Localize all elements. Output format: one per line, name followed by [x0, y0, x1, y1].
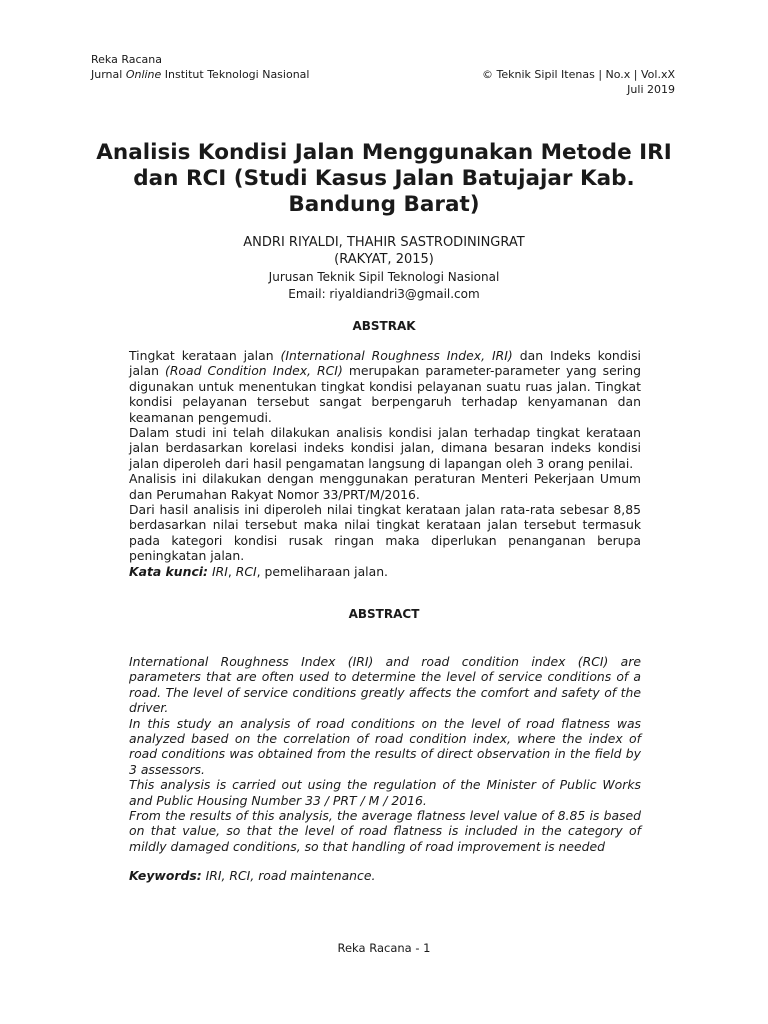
kata-kunci-iri: IRI: [208, 563, 228, 579]
issue-date: Juli 2019: [627, 83, 675, 96]
author-block: [90, 234, 678, 268]
keywords-value: IRI, RCI, road maintenance.: [201, 868, 376, 884]
author-line2: (RAKYAT, 2015): [334, 252, 434, 267]
abstract-keywords: [129, 868, 641, 883]
copyright-line: © Teknik Sipil Itenas | No.x | Vol.xX: [482, 68, 675, 81]
journal-subtitle-post: Institut Teknologi Nasional: [161, 68, 310, 81]
kata-kunci-rest: , pemeliharaan jalan.: [256, 563, 388, 579]
abstrak-p1-text-e: merupakan parameter-parameter yang sering digunakan untuk menentukan tingkat kondisi pelayanan suatu ruas jalan. Tingkat kondisi pelayanan tersebut sangat berpengaruh terhadap kenyamanan dan keamanan pengemudi.: [129, 363, 641, 425]
journal-subtitle: [91, 67, 309, 82]
abstrak-p1-rci: (Road Condition Index, RCI): [164, 363, 343, 379]
kata-kunci-label: Kata kunci:: [129, 563, 208, 579]
kata-kunci-rci: RCI: [235, 563, 257, 579]
abstrak-body: [129, 348, 641, 579]
abstrak-p1-text-c: dan Indeks kondisi jalan: [129, 348, 641, 379]
kata-kunci-sep: ,: [227, 563, 236, 579]
page-footer: Reka Racana - 1: [337, 941, 431, 955]
abstract-heading: ABSTRACT: [348, 607, 420, 621]
abstract-paragraph-3: This analysis is carried out using the regulation of the Minister of Public Works and Public Housing Number 33 / PRT / M / 2016.: [129, 777, 641, 808]
abstrak-paragraph-2: Dalam studi ini telah dilakukan analisis kondisi jalan terhadap tingkat kerataan jalan berdasarkan korelasi indeks kondisi jalan, dimana besaran indeks kondisi jalan diperoleh dari hasil pengamatan langsung di lapangan oleh 3 orang penilai.: [129, 425, 641, 471]
abstrak-paragraph-3: Analisis ini dilakukan dengan menggunakan peraturan Menteri Pekerjaan Umum dan Perumahan Rakyat Nomor 33/PRT/M/2016.: [129, 471, 641, 502]
abstrak-paragraph-1: [129, 348, 641, 425]
affiliation-block: [90, 269, 678, 303]
author-email: Email: riyaldiandri3@gmail.com: [288, 287, 480, 301]
journal-header: [91, 52, 309, 82]
journal-meta: [482, 67, 675, 97]
abstrak-heading: ABSTRAK: [352, 319, 416, 333]
abstrak-paragraph-4: Dari hasil analisis ini diperoleh nilai tingkat kerataan jalan rata-rata sebesar 8,85 berdasarkan nilai tersebut maka nilai tingkat kerataan jalan tersebut termasuk pada kategori kondisi rusak ringan maka diperlukan penanganan berupa peningkatan jalan.: [129, 502, 641, 564]
abstract-paragraph-4: From the results of this analysis, the average flatness level value of 8.85 is based on that value, so that the level of road flatness is included in the category of mildly damaged conditions, so that handling of road improvement is needed: [129, 808, 641, 854]
abstract-paragraph-1: International Roughness Index (IRI) and road condition index (RCI) are parameters that are often used to determine the level of service conditions of a road. The level of service conditions greatly affects the comfort and safety of the driver.: [129, 654, 641, 716]
abstrak-p1-text-a: Tingkat kerataan jalan: [129, 348, 281, 363]
keywords-label: Keywords:: [129, 868, 202, 884]
author-names: ANDRI RIYALDI, THAHIR SASTRODININGRAT: [243, 235, 525, 250]
paper-title: Analisis Kondisi Jalan Menggunakan Metode IRI dan RCI (Studi Kasus Jalan Batujajar Kab. Bandung Barat): [96, 140, 672, 217]
abstract-paragraph-2: In this study an analysis of road conditions on the level of road flatness was analyzed based on the correlation of road condition index, where the index of road conditions was obtained from the results of direct observation in the field by 3 assessors.: [129, 715, 641, 777]
journal-subtitle-online: Online: [125, 68, 162, 81]
affiliation: Jurusan Teknik Sipil Teknologi Nasional: [268, 270, 500, 284]
journal-subtitle-pre: Jurnal: [91, 68, 126, 81]
abstrak-keywords: [129, 564, 641, 579]
abstract-body: [129, 654, 641, 884]
journal-name: Reka Racana: [91, 53, 162, 66]
abstrak-p1-iri: (International Roughness Index, IRI): [280, 348, 513, 363]
